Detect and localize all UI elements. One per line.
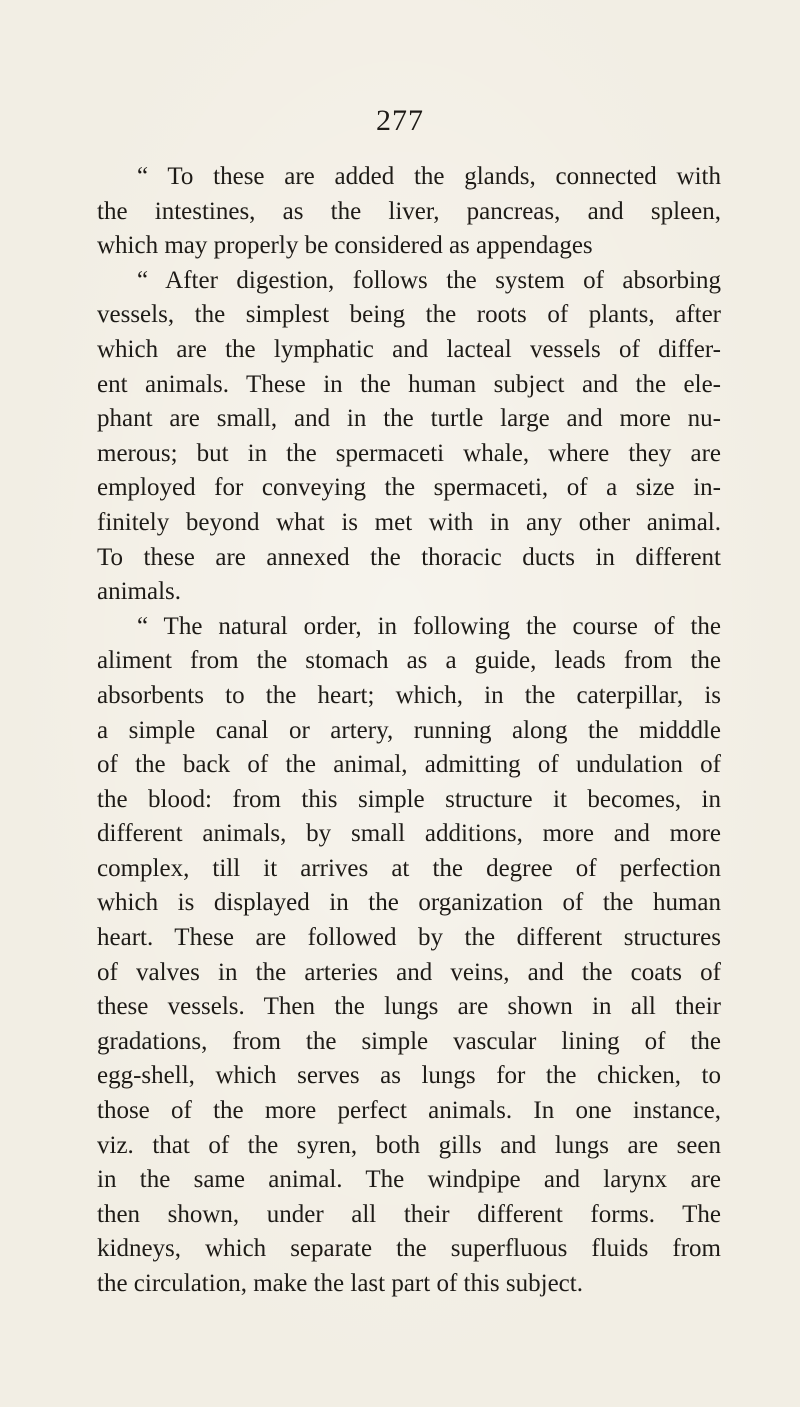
page-number: 277 <box>376 104 424 137</box>
text-line: egg-shell, which serves as lungs for the chicken, to <box>97 1062 721 1090</box>
paragraph-absorbing-vessels <box>97 264 721 610</box>
text-line: those of the more perfect animals. In one instance, <box>97 1097 721 1125</box>
text-line: then shown, under all their different forms. The <box>97 1200 721 1228</box>
text-line: finitely beyond what is met with in any other animal. <box>97 508 721 536</box>
text-line: heart. These are followed by the different structures <box>97 924 721 952</box>
text-line: viz. that of the syren, both gills and lungs are seen <box>97 1131 721 1159</box>
text-line: complex, till it arrives at the degree of perfection <box>97 854 721 882</box>
text-line: the intestines, as the liver, pancreas, and spleen, <box>97 197 721 225</box>
text-line: ent animals. These in the human subject and the ele- <box>97 370 721 398</box>
paragraph-glands <box>97 160 721 264</box>
text-line: which may properly be considered as appendages <box>97 232 593 260</box>
text-line: different animals, by small additions, more and more <box>97 820 721 848</box>
text-line: animals. <box>97 578 182 606</box>
text-line: merous; but in the spermaceti whale, where they are <box>97 439 721 467</box>
text-line: To these are annexed the thoracic ducts in different <box>97 543 721 571</box>
text-line: of valves in the arteries and veins, and the coats of <box>97 958 721 986</box>
text-line: absorbents to the heart; which, in the caterpillar, is <box>97 681 721 709</box>
text-line: a simple canal or artery, running along the midddle <box>97 716 721 744</box>
body-text <box>97 160 721 1302</box>
paragraph-natural-order <box>97 610 721 1302</box>
text-line: kidneys, which separate the superfluous fluids from <box>97 1235 721 1263</box>
text-line: which are the lymphatic and lacteal vessels of differ- <box>97 335 721 363</box>
text-line: phant are small, and in the turtle large and more nu- <box>97 405 721 433</box>
text-line: “ The natural order, in following the course of the <box>137 612 721 640</box>
text-line: the circulation, make the last part of this subject. <box>97 1270 583 1297</box>
text-line: these vessels. Then the lungs are shown in all their <box>97 993 721 1021</box>
text-line: aliment from the stomach as a guide, leads from the <box>97 647 721 675</box>
text-line: of the back of the animal, admitting of undulation of <box>97 751 721 779</box>
text-line: “ After digestion, follows the system of absorbing <box>137 266 721 294</box>
text-line: the blood: from this simple structure it becomes, in <box>97 785 721 813</box>
text-line: gradations, from the simple vascular lining of the <box>97 1027 721 1055</box>
text-line: which is displayed in the organization of the human <box>97 889 721 917</box>
text-line: employed for conveying the spermaceti, of a size in- <box>97 474 721 502</box>
text-line: vessels, the simplest being the roots of plants, after <box>97 301 721 329</box>
text-line: “ To these are added the glands, connected with <box>137 163 721 190</box>
text-line: in the same animal. The windpipe and larynx are <box>97 1166 721 1194</box>
